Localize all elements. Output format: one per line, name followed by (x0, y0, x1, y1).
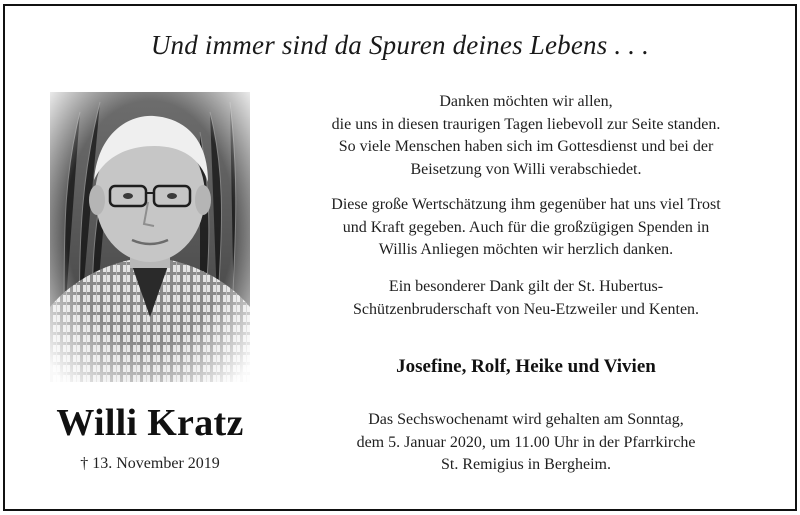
text-line: die uns in diesen traurigen Tagen liebevoll zur Seite standen. (331, 115, 721, 133)
text-line: Das Sechswochenamt wird gehalten am Sonntag, (368, 411, 684, 428)
text-line: Danken möchten wir allen, (439, 93, 613, 110)
deceased-name: Willi Kratz (56, 402, 244, 444)
text-line: Diese große Wertschätzung ihm gegenüber hat uns viel Trost (331, 196, 721, 213)
text-line: dem 5. Januar 2020, um 11.00 Uhr in der Pfarrkirche (356, 433, 696, 451)
text-line: So viele Menschen haben sich im Gottesdienst und bei der (338, 138, 714, 155)
signers: Josefine, Rolf, Heike und Vivien (396, 356, 656, 377)
text-line: St. Remigius in Bergheim. (441, 456, 611, 473)
service-notice (286, 409, 766, 477)
text-line: Ein besonderer Dank gilt der St. Hubertus- (388, 278, 664, 295)
death-date: † 13. November 2019 (80, 455, 220, 472)
text-line: Willis Anliegen möchten wir herzlich danken. (378, 241, 674, 258)
thanks-paragraph-2 (286, 194, 766, 262)
thanks-paragraph-3 (286, 276, 766, 321)
headline: Und immer sind da Spuren deines Lebens . . . (150, 30, 650, 60)
thanks-paragraph-1 (286, 91, 766, 181)
text-line: Beisetzung von Willi verabschiedet. (410, 160, 642, 178)
text-line: und Kraft gegeben. Auch für die großzügigen Spenden in (342, 218, 710, 236)
text-line: Schützenbruderschaft von Neu-Etzweiler und Kenten. (352, 300, 700, 318)
portrait-photo (50, 92, 250, 382)
